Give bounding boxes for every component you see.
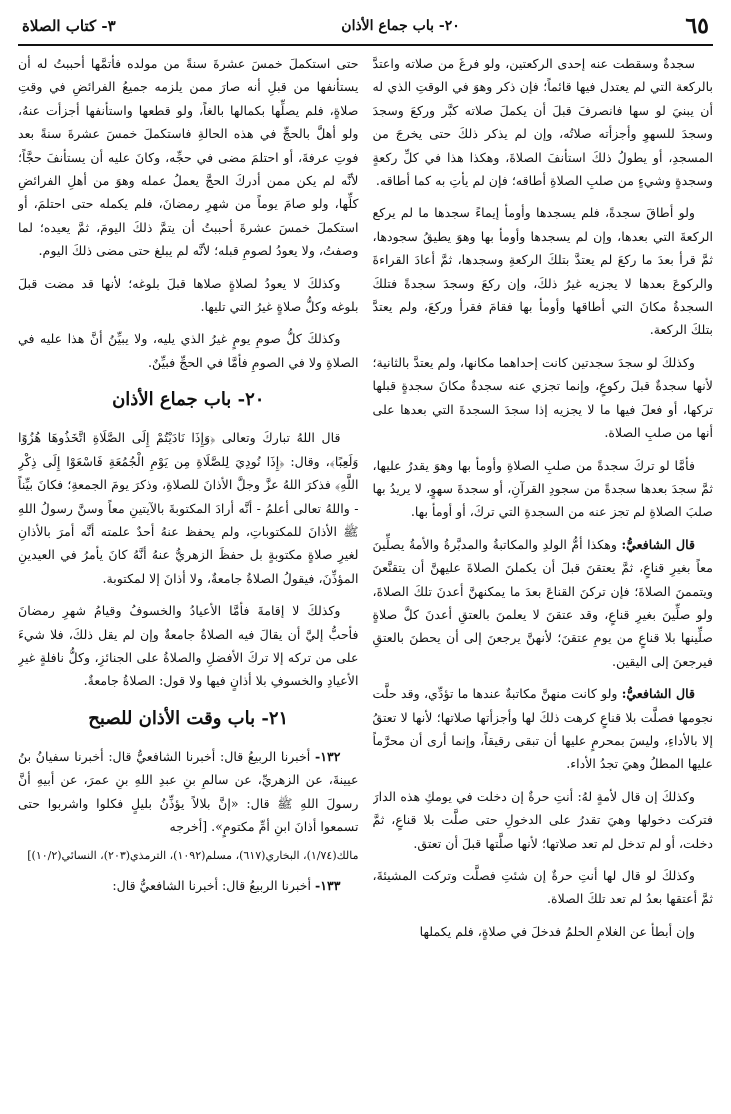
- paragraph: وكذلكَ لا إقامةَ فأمَّا الأعيادُ والخسوفُ وقيامُ شهرِ رمضانَ فأحبُّ إليَّ أن يقالَ فيه الصلاةُ جامعةٌ وإن لم يقل ذلكَ، فلا شيءَ على من تركه إلا تركَ الأفضلِ والصلاةُ على الجنائزِ، وكلُّ نافلةٍ غيرِ الأعيادِ والخسوفِ بلا أذانٍ فيها ولا قول: الصلاةُ جامعةٌ.: [18, 603, 359, 689]
- shafii-label: قال الشافعيُّ:: [621, 536, 695, 552]
- paragraph: وكذلكَ كلُّ صومِ يومٍ غيرُ الذي يليه، ولا يبيِّنُ أنَّ هذا عليه في الصلاةِ ولا في الصومِ فأمَّا في الحجِّ فبيِّنٌ.: [18, 331, 359, 370]
- shafii-label: قال الشافعيُّ:: [621, 686, 695, 702]
- hadith-132: [18, 745, 359, 839]
- page-number: ٦٥: [685, 13, 709, 39]
- paragraph: وكذلكَ لا يعودُ لصلاةٍ صلاها قبلَ بلوغه؛ لأنها قد مضت قبلَ بلوغه وكلُّ صلاةٍ غيرُ التي تليها.: [18, 275, 359, 315]
- paragraph: وكذلكَ لو قال لها أنتِ حرةٌ إن شئتِ فصلَّت وتركت المشيئةَ، ثمَّ أعتقها بعدُ لم تعد تلكَ الصلاة.: [372, 868, 713, 907]
- paragraph: فأمَّا لو تركَ سجدةً من صلبِ الصلاةِ وأومأ بها وهوَ يقدرُ عليها، ثمَّ سجدَ بعدها سجدةً من سجودِ القرآنِ، أو سجدةَ سهوٍ، لا يريدُ بها صلبَ الصلاةِ لم تجز عنه من السجدةِ التي تركَ، أو أومأ بها.: [372, 457, 713, 520]
- book-title: ٣- كتاب الصلاة: [22, 17, 116, 35]
- paragraph: وإن أبطأ عن الغلامِ الحلمُ فدخلَ في صلاةٍ، فلم يكملها: [419, 923, 695, 939]
- shafii-paragraph: [373, 533, 714, 673]
- hadith-text: أخبرنا الربيعُ قال: أخبرنا الشافعيُّ قال: أخبرنا سفيانُ بنُ عيينةَ، عن الزهريِّ، عن سالمِ بنِ عبدِ اللهِ بنِ عمرَ، عن أبيهِ أنَّ رسولَ اللهِ ﷺ قال: «إنَّ بلالاً يؤذِّنُ بليلٍ فكلوا واشربوا حتى تسمعوا أذانَ ابنِ أمِّ مكتومٍ». [أخرجه: [18, 748, 359, 834]
- paragraph-text: ولو كانت منهنَّ مكاتبةٌ عندها ما تؤدِّي، وقد حلَّت نجومها فصلَّت بلا قناعٍ كرهت ذلكَ لها وأجزأتها صلاتها؛ لأنها لا تعتقُ إلا بالأداءِ، وليسَ بمحرمٍ عليها أن تبقى رقيقاً، وإنما أرى أن محرَّماً عليها المطلُ وهيَ تجدُ الأداء.: [372, 686, 713, 772]
- page-header: [18, 8, 713, 46]
- text-columns: [18, 52, 713, 1112]
- hadith-number: ١٣٣-: [314, 878, 341, 894]
- hadith-text: أخبرنا الربيعُ قال: أخبرنا الشافعيُّ قال:: [112, 878, 311, 894]
- right-column: [373, 52, 714, 1112]
- hadith-133: [18, 874, 359, 897]
- paragraph: قال اللهُ تباركَ وتعالى ﴿وَإِذَا نَادَيْتُمْ إِلَى الصَّلَاةِ اتَّخَذُوهَا هُزُوًا وَلَعِبًا﴾، وقال: ﴿إِذَا نُودِيَ لِلصَّلَاةِ مِن يَوْمِ الْجُمُعَةِ فَاسْعَوْا إِلَى ذِكْرِ اللَّهِ﴾ فذكرَ اللهُ عزَّ وجلَّ الأذانَ للصلاةِ، وذكرَ يومَ الجمعةِ؛ فكانَ بيِّناً - واللهُ تعالى أعلمُ - أنَّه أرادَ المكتوبةَ بالآيتينِ معاً وسنَّ رسولُ اللهِ ﷺ الأذانَ للمكتوباتِ، ولم يحفظ عنهُ أحدٌ علمته أنَّه أمرَ بالأذانِ لغيرِ صلاةٍ مكتوبةٍ بل حفظَ الزهريُّ عنهُ أنَّهُ كانَ يأمرُ في العيدينِ المؤذِّنَ، فيقولُ الصلاةُ جامعةٌ، ولا أذانَ إلا لمكتوبة.: [18, 430, 359, 586]
- hadith-number: ١٣٢-: [314, 748, 341, 764]
- shafii-paragraph: [373, 682, 714, 776]
- paragraph: وكذلكَ إن قال لأمةٍ لهُ: أنتِ حرةٌ إن دخلت في يومكِ هذه الدارَ فتركت دخولها وهيَ تقدرُ على الدخولِ حتى صلَّت بلا قناعٍ، ثمَّ دخلت، أو لم تدخل لم تعد صلاتها؛ لأنها صلَّتها قبلَ أن تعتق.: [372, 788, 713, 851]
- left-column: [18, 52, 359, 1112]
- hadith-132-references: مالك(١/٧٤)، البخاري(٦١٧)، مسلم(١٠٩٢)، الترمذي(٢٠٣)، النسائي(١٠/٢)]: [27, 849, 359, 863]
- paragraph: وكذلكَ لو سجدَ سجدتين كانت إحداهما مكانها، ولم يعتدَّ بالثانية؛ لأنها سجدةٌ قبلَ ركوعٍ، وإنما تجزي عنه سجدةٌ مكانَ سجدةٍ قبلها تركها، أو فعلَ فيها ما لا يجزيه إذا سجدَ السجدةَ التي بعدها على أنها من صلبِ الصلاة.: [372, 354, 713, 441]
- paragraph: سجدةٌ وسقطت عنه إحدى الركعتين، ولو فرغَ من صلاته واعتدَّ بالركعة التي لم يعتدل فيها قائماً؛ فإن ذكر وهوَ في الوقتِ الذي له أن يبنيَ لو سها فانصرفَ قبلَ أن يكملَ صلاته كبَّر وركعَ وسجدَ وسجدَ للسهوِ وأجزأته صلاتُه، وإن لم يذكر ذلكَ حتى يخرجَ من المسجدِ، أو يطولُ ذلكَ استأنفَ الصلاةَ، وهكذا هذا في كلِّ ركعةٍ وسجدةٍ وشيءٍ من صلبِ الصلاةِ أطاقه؛ فإن لم يأتِ به كما أطاقه.: [372, 56, 713, 189]
- paragraph: حتى استكملَ خمسَ عشرةَ سنةً من مولده فأتمَّها أحببتُ له أن يستأنفها من قبلِ أنه صارَ ممن يلزمه جميعُ الفرائضِ في وقتِ صلاةٍ، فلم يصلِّها بكمالها بالغاً، ولو قطعها واستأنفها أجزأت عنهُ، ولو أهلَّ بالحجِّ في هذه الحالةِ فاستكملَ خمسَ عشرةَ سنةً بعد فوتِ عرفةَ، أو احتلمَ مضى في حجِّه، وكانَ عليه أن يستأنفَ حجَّاً؛ لأنَّه لم يكن ممن أدركَ الحجَّ يعملُ عمله وهوَ من أهلِ الفرائضِ كلِّها، ولو صامَ يوماً من شهرِ رمضانَ، فلم يكمله حتى احتلمَ، أو استكملَ خمسَ عشرةَ أحببتُ أن يتمَّ ذلكَ اليومَ، ثمَّ يعيده؛ لما وصفتُ، ولا يعودُ لصومِ قبله؛ لأنَّه لم يبلغ حتى مضى ذلكَ اليوم.: [18, 56, 359, 259]
- running-title: ٢٠- باب جماع الأذان: [341, 18, 460, 34]
- paragraph-text: وهكذا أمُّ الولدِ والمكاتبةُ والمدبَّرةُ والأمةُ يصلِّينَ معاً بغيرِ قناعٍ، ثمَّ يعتقنَ قبلَ أن يكملنَ الصلاةَ عليهنَّ أن يتقنَّعنَ ويتممنَ الصلاةَ؛ فإن تركنَ القناعَ بعدَ ما يمكنهنَّ أعدنَ تلكَ الصلاةَ، ولو صلِّينَ بغيرِ قناعٍ، وقد عتقنَ لا يعلمنَ بالعتقِ أعدنَ كلَّ صلاةٍ صلِّينها بلا قناعٍ من يومِ عتقنَ؛ لأنهنَّ يرجعنَ إلى أن يحطنَ بالعتقِ فيرجعنَ إلى اليقين.: [372, 536, 713, 669]
- paragraph: ولو أطاقَ سجدةً، فلم يسجدها وأومأ إيماءً سجدها ما لم يركع الركعةَ التي بعدها، وإن لم يسجدها وأومأ بها وهوَ يطيقُ سجودها، ثمَّ قرأ بعدَ ما ركعَ لم يعتدَّ بتلكَ الركعةِ وسجدها، ثمَّ أعادَ القراءةَ والركوعَ بعدها لا يجزيه غيرُ ذلكَ، وإن ركعَ وسجدَ سجدةً فتلكَ السجدةُ مكانَ التي أطاقها وأومأ بها فقامَ فقرأ وركعَ، ولم يعتدَّ بتلكَ الركعة.: [372, 205, 713, 338]
- section-20-heading: ٢٠- باب جماع الأذان: [112, 389, 265, 411]
- section-21-heading: ٢١- باب وقت الأذان للصبح: [88, 707, 289, 729]
